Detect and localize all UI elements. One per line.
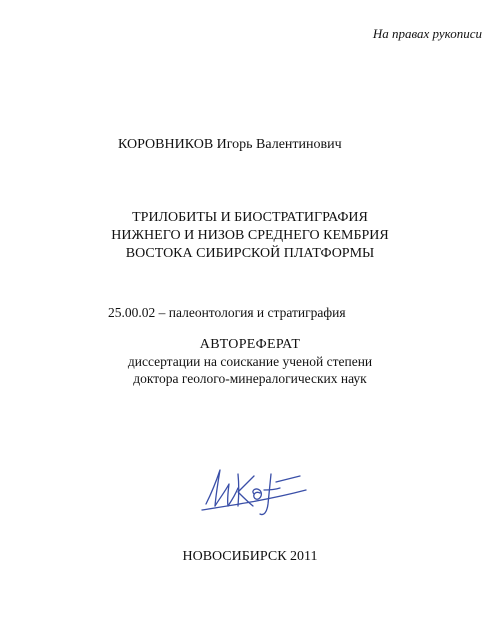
document-type-heading: АВТОРЕФЕРАТ (199, 337, 301, 352)
signature-strokes (202, 470, 306, 515)
title-line-3: ВОСТОКА СИБИРСКОЙ ПЛАТФОРМЫ (125, 246, 375, 261)
title-line-2: НИЖНЕГО И НИЗОВ СРЕДНЕГО КЕМБРИЯ (111, 228, 389, 243)
handwritten-signature (198, 460, 308, 520)
title-line-1: ТРИЛОБИТЫ И БИОСТРАТИГРАФИЯ (132, 210, 368, 225)
document-type-block (0, 336, 500, 387)
document-type-line-1: диссертации на соискание ученой степени (127, 354, 373, 369)
manuscript-note: На правах рукописи (372, 26, 482, 41)
dissertation-title (0, 209, 500, 263)
document-type-line-2: доктора геолого-минералогических наук (133, 371, 367, 386)
city-year: НОВОСИБИРСК 2011 (182, 549, 318, 564)
author-name: КОРОВНИКОВ Игорь Валентинович (118, 137, 342, 152)
specialty-code: 25.00.02 – палеонтология и стратиграфия (108, 305, 346, 320)
